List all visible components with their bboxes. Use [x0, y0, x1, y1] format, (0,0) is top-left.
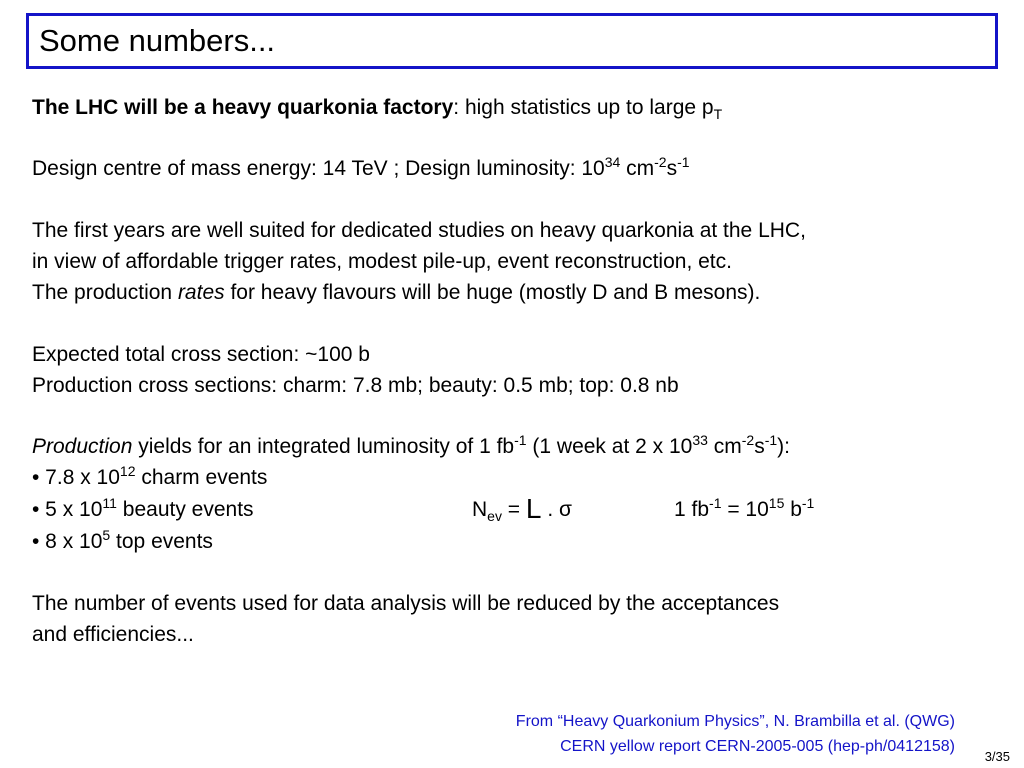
acceptance-text-2: and efficiencies... — [32, 623, 194, 646]
pt-subscript: T — [713, 106, 723, 122]
first-years-text-2: in view of affordable trigger rates, modest pile-up, event reconstruction, etc. — [32, 250, 732, 273]
top-exponent: 5 — [102, 527, 111, 543]
intro-rest-text: : high statistics up to large p — [453, 96, 714, 119]
acceptance-line-1 — [32, 591, 779, 617]
charm-text-a: • 7.8 x 10 — [32, 466, 120, 489]
bullet-top — [32, 529, 213, 555]
charm-text-b: charm events — [135, 466, 268, 489]
page-number: 3/35 — [984, 749, 1010, 764]
acceptance-line-2 — [32, 622, 194, 648]
s-unit: s — [666, 157, 678, 180]
formula-n: N — [472, 498, 488, 521]
yields-text-end: ): — [777, 435, 790, 458]
yields-text-a: yields for an integrated luminosity of 1 fb — [132, 435, 515, 458]
source-line-1: From “Heavy Quarkonium Physics”, N. Brambilla et al. (QWG) — [515, 713, 955, 730]
intro-line — [32, 95, 722, 121]
top-text-a: • 8 x 10 — [32, 530, 103, 553]
conversion-text-b: = 10 — [721, 498, 769, 521]
formula-luminosity-symbol: L — [525, 493, 542, 524]
fb-exponent: -1 — [514, 432, 527, 448]
conversion-text-a: 1 fb — [674, 498, 710, 521]
beauty-exponent: 11 — [102, 495, 117, 511]
design-energy-line — [32, 156, 690, 182]
events-formula — [472, 493, 572, 524]
beauty-text-a: • 5 x 10 — [32, 498, 103, 521]
total-cross-section-line — [32, 342, 370, 368]
slide-title-box — [26, 13, 998, 69]
yields-s-exponent: -1 — [764, 432, 778, 448]
intro-bold-text: The LHC will be a heavy quarkonia factory — [32, 96, 454, 119]
cm-unit: cm — [620, 157, 655, 180]
first-years-line-2 — [32, 249, 732, 275]
cm-exponent: -2 — [654, 154, 667, 170]
yields-text-b: (1 week at 2 x 10 — [526, 435, 693, 458]
production-rates-line — [32, 280, 760, 306]
conversion-exponent-15: 15 — [768, 495, 785, 511]
bullet-beauty — [32, 497, 254, 523]
yields-cm-exponent: -2 — [741, 432, 755, 448]
production-cross-sections-line — [32, 373, 679, 399]
total-cross-section-text: Expected total cross section: ~100 b — [32, 343, 370, 366]
formula-ev-subscript: ev — [487, 508, 502, 524]
production-cross-sections-text: Production cross sections: charm: 7.8 mb; beauty: 0.5 mb; top: 0.8 nb — [32, 374, 679, 397]
design-energy-text: Design centre of mass energy: 14 TeV ; Design luminosity: 10 — [32, 157, 605, 180]
s-exponent: -1 — [677, 154, 690, 170]
luminosity-exponent-33: 33 — [692, 432, 708, 448]
conversion-fb-exponent: -1 — [709, 495, 722, 511]
unit-conversion — [674, 497, 814, 523]
first-years-line-1 — [32, 218, 806, 244]
source-line-2: CERN yellow report CERN-2005-005 (hep-ph/0412158) — [560, 738, 955, 755]
acceptance-text-1: The number of events used for data analysis will be reduced by the acceptances — [32, 592, 780, 615]
production-rates-text-a: The production — [32, 281, 178, 304]
formula-equals: = — [501, 498, 526, 521]
yields-s-unit: s — [754, 435, 765, 458]
production-rates-text-b: for heavy flavours will be huge (mostly D and B mesons). — [224, 281, 761, 304]
formula-sigma: σ — [559, 498, 572, 521]
bullet-beauty-row — [32, 493, 932, 524]
formula-dot: . — [541, 498, 559, 521]
bullet-charm — [32, 465, 267, 491]
rates-italic: rates — [177, 281, 225, 304]
yields-cm-unit: cm — [707, 435, 742, 458]
beauty-text-b: beauty events — [116, 498, 254, 521]
conversion-b-unit: b — [784, 498, 802, 521]
luminosity-exponent: 34 — [604, 154, 621, 170]
top-text-b: top events — [110, 530, 213, 553]
first-years-text-1: The first years are well suited for dedicated studies on heavy quarkonia at the LHC, — [32, 219, 806, 242]
production-yields-line — [32, 434, 790, 460]
conversion-b-exponent: -1 — [801, 495, 815, 511]
slide-title: Some numbers... — [39, 23, 276, 58]
charm-exponent: 12 — [119, 463, 136, 479]
production-italic: Production — [32, 435, 133, 458]
